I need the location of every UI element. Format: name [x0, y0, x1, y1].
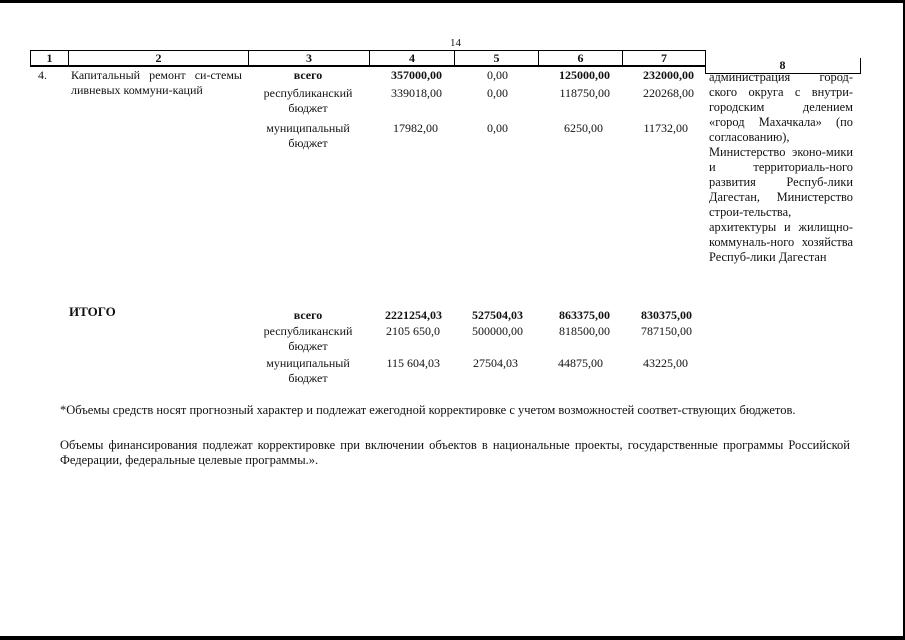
header-cell-2: 2 [68, 50, 248, 66]
total-source-republican: республиканский бюджет [263, 324, 353, 353]
total-source-municipal: муниципальный бюджет [266, 356, 350, 385]
total-col4-municipal: 115 604,03 [386, 356, 440, 370]
total-col6-republican: 818500,00 [559, 324, 610, 338]
col6-total: 125000,00 [559, 68, 610, 82]
footnote-adjustment: Объемы финансирования подлежат корректировке при включении объектов в национальные проекты, государственные программы Российской Федерации, федеральные целевые программы.». [60, 438, 850, 467]
scan-border-top [0, 0, 905, 3]
header-cell-7: 7 [622, 50, 705, 66]
col7-municipal: 11732,00 [643, 121, 688, 135]
col6-republican: 118750,00 [559, 86, 610, 100]
total-col7-total: 830375,00 [641, 308, 692, 322]
header-cell-6: 6 [538, 50, 622, 66]
total-col5-municipal: 27504,03 [473, 356, 518, 370]
footnote-forecast: *Объемы средств носят прогнозный характер и подлежат ежегодной корректировке с учетом возможностей соответ-ствующих бюджетов. [60, 403, 796, 417]
total-col7-republican: 787150,00 [641, 324, 692, 338]
page-number: 14 [450, 37, 461, 49]
total-col4-republican: 2105 650,0 [386, 324, 440, 338]
source-republican: республиканский бюджет [263, 86, 353, 115]
total-col5-republican: 500000,00 [472, 324, 523, 338]
responsible-executors: администрация город-ского округа с внутри-городским делением «город Махачкала» (по согласованию), Министерство эконо-мики и территориаль-ного развития Респуб-лики Дагестан, Министерство строи-тельства, архитектуры и жилищно-коммуналь-ного хозяйства Респуб-лики Дагестан [709, 70, 853, 264]
col5-municipal: 0,00 [487, 121, 508, 135]
col7-republican: 220268,00 [643, 86, 694, 100]
total-source-total: всего [293, 308, 323, 322]
scan-border-bottom [0, 636, 905, 640]
header-cell-3: 3 [248, 50, 369, 66]
header-cell-4: 4 [369, 50, 454, 66]
col5-total: 0,00 [487, 68, 508, 82]
total-col7-municipal: 43225,00 [643, 356, 688, 370]
total-col6-municipal: 44875,00 [558, 356, 603, 370]
col7-total: 232000,00 [643, 68, 694, 82]
total-col6-total: 863375,00 [559, 308, 610, 322]
source-total: всего [293, 68, 323, 82]
total-col5-total: 527504,03 [472, 308, 523, 322]
col4-republican: 339018,00 [391, 86, 442, 100]
source-municipal: муниципальный бюджет [266, 121, 350, 150]
col6-municipal: 6250,00 [564, 121, 603, 135]
header-cell-8: 8 [705, 58, 861, 74]
total-col4-total: 2221254,03 [385, 308, 442, 322]
col4-municipal: 17982,00 [393, 121, 438, 135]
header-bottom-rule [30, 66, 705, 67]
col5-republican: 0,00 [487, 86, 508, 100]
header-cell-1: 1 [30, 50, 68, 66]
header-cell-5: 5 [454, 50, 538, 66]
total-label: ИТОГО [69, 304, 116, 319]
row-number: 4. [38, 68, 47, 82]
measure-name: Капитальный ремонт си-стемы ливневых коммуни-каций [71, 68, 242, 97]
col4-total: 357000,00 [391, 68, 442, 82]
column-8-divider [705, 50, 706, 74]
